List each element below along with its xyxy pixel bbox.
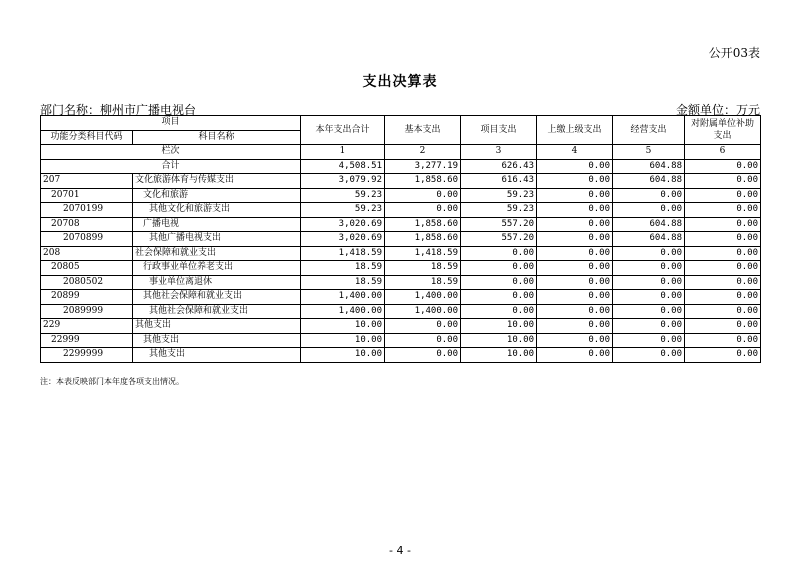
total-value: 3,277.19 bbox=[385, 159, 461, 174]
amount-cell: 0.00 bbox=[685, 217, 761, 232]
amount-cell: 10.00 bbox=[461, 333, 537, 348]
amount-cell: 0.00 bbox=[537, 232, 613, 247]
amount-cell: 0.00 bbox=[385, 319, 461, 334]
col-num: 3 bbox=[461, 145, 537, 160]
subject-name: 文化旅游体育与传媒支出 bbox=[133, 174, 301, 189]
amount-cell: 604.88 bbox=[613, 174, 685, 189]
subject-code: 20701 bbox=[41, 188, 133, 203]
subject-code: 20708 bbox=[41, 217, 133, 232]
amount-cell: 616.43 bbox=[461, 174, 537, 189]
amount-cell: 59.23 bbox=[461, 203, 537, 218]
page-title: 支出决算表 bbox=[362, 74, 438, 90]
subject-name: 行政事业单位养老支出 bbox=[133, 261, 301, 276]
amount-cell: 1,858.60 bbox=[385, 174, 461, 189]
amount-cell: 0.00 bbox=[385, 188, 461, 203]
amount-cell: 0.00 bbox=[537, 203, 613, 218]
amount-cell: 0.00 bbox=[537, 188, 613, 203]
amount-cell: 1,400.00 bbox=[385, 290, 461, 305]
column-number-row bbox=[41, 145, 761, 160]
subject-name: 其他文化和旅游支出 bbox=[133, 203, 301, 218]
total-value: 604.88 bbox=[613, 159, 685, 174]
amount-cell: 3,020.69 bbox=[301, 232, 385, 247]
amount-cell: 0.00 bbox=[685, 261, 761, 276]
amount-cell: 0.00 bbox=[685, 174, 761, 189]
header-code: 功能分类科目代码 bbox=[41, 130, 133, 145]
amount-cell: 557.20 bbox=[461, 217, 537, 232]
amount-cell: 0.00 bbox=[613, 246, 685, 261]
table-row bbox=[41, 174, 761, 189]
table-row bbox=[41, 246, 761, 261]
subject-name: 社会保障和就业支出 bbox=[133, 246, 301, 261]
amount-cell: 0.00 bbox=[385, 203, 461, 218]
total-label: 合计 bbox=[41, 159, 301, 174]
amount-cell: 1,400.00 bbox=[301, 304, 385, 319]
total-value: 0.00 bbox=[685, 159, 761, 174]
header-col-3: 项目支出 bbox=[461, 116, 537, 145]
amount-cell: 0.00 bbox=[613, 290, 685, 305]
header-col-4: 上缴上级支出 bbox=[537, 116, 613, 145]
header-col-6: 对附属单位补助支出 bbox=[685, 116, 761, 145]
header-row-no: 栏次 bbox=[41, 145, 301, 160]
amount-cell: 18.59 bbox=[385, 275, 461, 290]
table-row bbox=[41, 203, 761, 218]
header-col-1: 本年支出合计 bbox=[301, 116, 385, 145]
amount-cell: 0.00 bbox=[537, 246, 613, 261]
header-col-5: 经营支出 bbox=[613, 116, 685, 145]
subject-code: 2080502 bbox=[41, 275, 133, 290]
table-row bbox=[41, 275, 761, 290]
amount-cell: 10.00 bbox=[301, 333, 385, 348]
header-col-2: 基本支出 bbox=[385, 116, 461, 145]
subject-code: 2089999 bbox=[41, 304, 133, 319]
amount-cell: 10.00 bbox=[461, 348, 537, 363]
amount-cell: 0.00 bbox=[537, 290, 613, 305]
col-num: 4 bbox=[537, 145, 613, 160]
subject-code: 22999 bbox=[41, 333, 133, 348]
col-num: 6 bbox=[685, 145, 761, 160]
amount-cell: 0.00 bbox=[685, 333, 761, 348]
amount-cell: 0.00 bbox=[461, 304, 537, 319]
amount-cell: 10.00 bbox=[301, 348, 385, 363]
form-number: 公开03表 bbox=[708, 46, 760, 60]
subject-code: 208 bbox=[41, 246, 133, 261]
amount-cell: 59.23 bbox=[461, 188, 537, 203]
subject-code: 20899 bbox=[41, 290, 133, 305]
amount-cell: 18.59 bbox=[301, 261, 385, 276]
amount-cell: 0.00 bbox=[461, 290, 537, 305]
amount-cell: 0.00 bbox=[685, 275, 761, 290]
table-row bbox=[41, 348, 761, 363]
subject-name: 其他社会保障和就业支出 bbox=[133, 304, 301, 319]
amount-cell: 0.00 bbox=[685, 348, 761, 363]
total-value: 626.43 bbox=[461, 159, 537, 174]
amount-cell: 1,418.59 bbox=[301, 246, 385, 261]
amount-cell: 1,400.00 bbox=[385, 304, 461, 319]
subject-code: 2070899 bbox=[41, 232, 133, 247]
amount-cell: 0.00 bbox=[537, 319, 613, 334]
subject-code: 207 bbox=[41, 174, 133, 189]
amount-cell: 0.00 bbox=[613, 203, 685, 218]
table-row bbox=[41, 333, 761, 348]
amount-cell: 0.00 bbox=[613, 188, 685, 203]
amount-cell: 604.88 bbox=[613, 232, 685, 247]
amount-cell: 1,400.00 bbox=[301, 290, 385, 305]
amount-cell: 0.00 bbox=[461, 246, 537, 261]
table-row bbox=[41, 232, 761, 247]
table-row bbox=[41, 261, 761, 276]
amount-cell: 0.00 bbox=[537, 333, 613, 348]
amount-cell: 0.00 bbox=[613, 304, 685, 319]
subject-code: 229 bbox=[41, 319, 133, 334]
amount-cell: 18.59 bbox=[301, 275, 385, 290]
col-num: 1 bbox=[301, 145, 385, 160]
amount-cell: 0.00 bbox=[537, 174, 613, 189]
amount-cell: 0.00 bbox=[613, 319, 685, 334]
table-row bbox=[41, 319, 761, 334]
col-num: 2 bbox=[385, 145, 461, 160]
subject-name: 事业单位离退休 bbox=[133, 275, 301, 290]
amount-cell: 0.00 bbox=[613, 348, 685, 363]
table-row bbox=[41, 217, 761, 232]
amount-cell: 0.00 bbox=[685, 203, 761, 218]
header-item: 项目 bbox=[41, 116, 301, 131]
amount-cell: 0.00 bbox=[685, 232, 761, 247]
amount-cell: 0.00 bbox=[613, 333, 685, 348]
total-row bbox=[41, 159, 761, 174]
expenditure-table bbox=[40, 115, 761, 363]
table-row bbox=[41, 188, 761, 203]
subject-code: 2070199 bbox=[41, 203, 133, 218]
amount-cell: 0.00 bbox=[685, 246, 761, 261]
subject-code: 20805 bbox=[41, 261, 133, 276]
total-value: 0.00 bbox=[537, 159, 613, 174]
subject-name: 其他支出 bbox=[133, 319, 301, 334]
amount-cell: 59.23 bbox=[301, 203, 385, 218]
amount-cell: 1,418.59 bbox=[385, 246, 461, 261]
amount-cell: 0.00 bbox=[537, 217, 613, 232]
amount-cell: 604.88 bbox=[613, 217, 685, 232]
table-row bbox=[41, 290, 761, 305]
amount-cell: 0.00 bbox=[385, 333, 461, 348]
col-num: 5 bbox=[613, 145, 685, 160]
unit-label: 金额单位：万元 bbox=[675, 103, 760, 117]
amount-cell: 1,858.60 bbox=[385, 232, 461, 247]
amount-cell: 0.00 bbox=[685, 319, 761, 334]
amount-cell: 557.20 bbox=[461, 232, 537, 247]
amount-cell: 0.00 bbox=[685, 290, 761, 305]
table-note: 注：本表反映部门本年度各项支出情况。 bbox=[40, 377, 184, 386]
subject-name: 广播电视 bbox=[133, 217, 301, 232]
amount-cell: 0.00 bbox=[537, 275, 613, 290]
subject-name: 其他支出 bbox=[133, 333, 301, 348]
amount-cell: 0.00 bbox=[613, 275, 685, 290]
subject-name: 其他社会保障和就业支出 bbox=[133, 290, 301, 305]
header-name: 科目名称 bbox=[133, 130, 301, 145]
amount-cell: 0.00 bbox=[461, 261, 537, 276]
amount-cell: 0.00 bbox=[537, 348, 613, 363]
table-row bbox=[41, 304, 761, 319]
amount-cell: 10.00 bbox=[301, 319, 385, 334]
amount-cell: 10.00 bbox=[461, 319, 537, 334]
amount-cell: 0.00 bbox=[385, 348, 461, 363]
amount-cell: 3,079.92 bbox=[301, 174, 385, 189]
total-value: 4,508.51 bbox=[301, 159, 385, 174]
amount-cell: 0.00 bbox=[537, 304, 613, 319]
amount-cell: 59.23 bbox=[301, 188, 385, 203]
subject-code: 2299999 bbox=[41, 348, 133, 363]
amount-cell: 0.00 bbox=[461, 275, 537, 290]
amount-cell: 18.59 bbox=[385, 261, 461, 276]
subject-name: 其他支出 bbox=[133, 348, 301, 363]
department-label: 部门名称：柳州市广播电视台 bbox=[40, 103, 197, 117]
subject-name: 其他广播电视支出 bbox=[133, 232, 301, 247]
page-number: - 4 - bbox=[389, 544, 411, 557]
amount-cell: 0.00 bbox=[613, 261, 685, 276]
subject-name: 文化和旅游 bbox=[133, 188, 301, 203]
amount-cell: 0.00 bbox=[685, 188, 761, 203]
amount-cell: 3,020.69 bbox=[301, 217, 385, 232]
amount-cell: 0.00 bbox=[537, 261, 613, 276]
amount-cell: 1,858.60 bbox=[385, 217, 461, 232]
amount-cell: 0.00 bbox=[685, 304, 761, 319]
